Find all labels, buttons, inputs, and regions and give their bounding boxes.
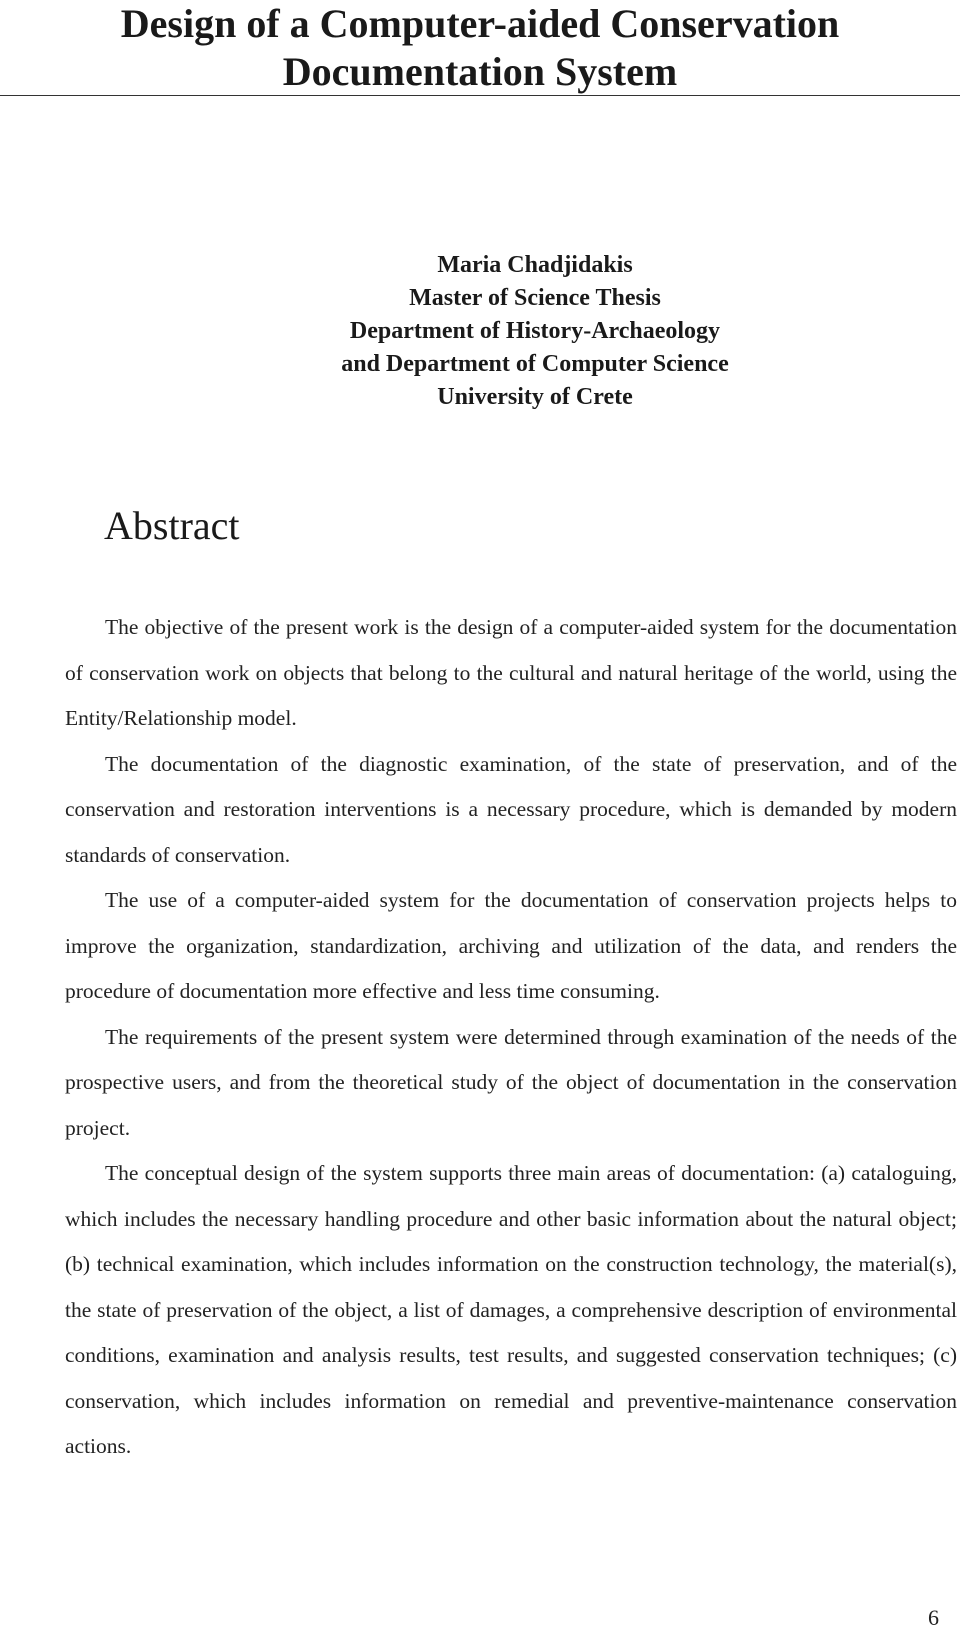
department-line-1: Department of History-Archaeology xyxy=(349,318,721,344)
abstract-heading: Abstract xyxy=(104,503,240,548)
title-line-1: Design of a Computer-aided Conservation xyxy=(120,1,840,46)
page-number: 6 xyxy=(928,1605,939,1630)
abstract-paragraph-1: The objective of the present work is the design of a computer-aided system for the documentation of conservation work on objects that belong to the cultural and natural heritage of the world, using the Entity/Relationship model. xyxy=(65,615,957,730)
abstract-body xyxy=(65,605,957,1470)
author-block xyxy=(0,249,960,414)
title-divider xyxy=(0,95,960,96)
author-name: Maria Chadjidakis xyxy=(437,252,633,278)
abstract-paragraph-5: The conceptual design of the system supports three main areas of documentation: (a) cataloguing, which includes the necessary handling procedure and other basic information about the natural object; (b) technical examination, which includes information on the construction technology, the material(s), the state of preservation of the object, a list of damages, a comprehensive description of environmental conditions, examination and analysis results, test results, and suggested conservation techniques; (c) conservation, which includes information on remedial and preventive-maintenance conservation actions. xyxy=(65,1161,957,1458)
abstract-paragraph-3: The use of a computer-aided system for the documentation of conservation projects helps to improve the organization, standardization, archiving and utilization of the data, and renders the procedure of documentation more effective and less time consuming. xyxy=(65,888,957,1003)
abstract-paragraph-4: The requirements of the present system were determined through examination of the needs of the prospective users, and from the theoretical study of the object of documentation in the conservation project. xyxy=(65,1024,957,1140)
university: University of Crete xyxy=(437,384,633,410)
degree: Master of Science Thesis xyxy=(409,285,661,311)
document-title xyxy=(0,0,960,96)
department-line-2: and Department of Computer Science xyxy=(341,351,729,377)
abstract-paragraph-2: The documentation of the diagnostic examination, of the state of preservation, and of the conservation and restoration interventions is a necessary procedure, which is demanded by modern standards of conservation. xyxy=(65,751,957,867)
title-line-2: Documentation System xyxy=(282,49,678,94)
